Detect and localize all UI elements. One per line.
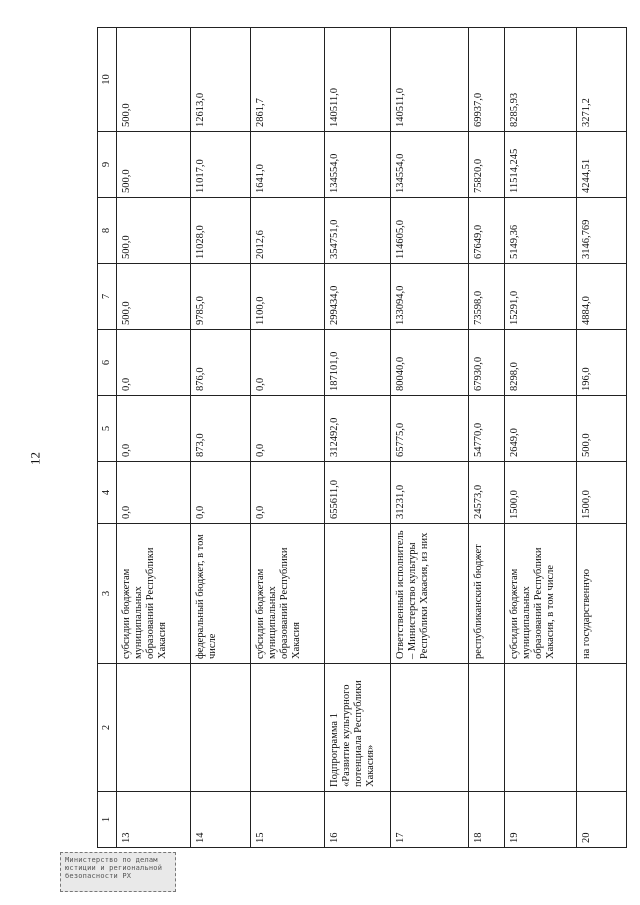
budget-table [97, 27, 627, 848]
table-cell: 14 [191, 792, 251, 848]
table-cell: 20 [577, 792, 627, 848]
table-cell: 354751,0 [325, 198, 391, 264]
table-cell: 1100,0 [251, 264, 325, 330]
table-cell: 31231,0 [391, 462, 469, 524]
column-header: 7 [98, 264, 117, 330]
table-cell: 0,0 [117, 396, 191, 462]
table-cell: 17 [391, 792, 469, 848]
table-row [577, 28, 627, 848]
column-header: 10 [98, 28, 117, 132]
registration-stamp: Министерство по делам юстиции и региональной безопасности РХ [60, 852, 176, 892]
table-cell: 114605,0 [391, 198, 469, 264]
table-cell: 67649,0 [469, 198, 505, 264]
table-cell: 140511,0 [391, 28, 469, 132]
table-row [469, 28, 505, 848]
table-cell: 312492,0 [325, 396, 391, 462]
table-row [325, 28, 391, 848]
table-body [117, 28, 627, 848]
table-cell [391, 664, 469, 792]
table-cell: 3271,2 [577, 28, 627, 132]
table-cell: 500,0 [117, 264, 191, 330]
budget-table-container [97, 28, 607, 848]
table-cell: 13 [117, 792, 191, 848]
table-cell: 140511,0 [325, 28, 391, 132]
table-cell: 873,0 [191, 396, 251, 462]
table-cell: 9785,0 [191, 264, 251, 330]
table-cell: 19 [505, 792, 577, 848]
table-cell: 196,0 [577, 330, 627, 396]
table-cell: 2012,6 [251, 198, 325, 264]
table-cell: 12613,0 [191, 28, 251, 132]
table-cell: 2861,7 [251, 28, 325, 132]
table-cell: 2649,0 [505, 396, 577, 462]
table-cell: 11028,0 [191, 198, 251, 264]
column-header: 2 [98, 664, 117, 792]
table-cell: на государственную [577, 524, 627, 664]
table-cell: субсидии бюджетам муниципальных образований Республики Хакасия [117, 524, 191, 664]
table-cell: 500,0 [577, 396, 627, 462]
table-cell: субсидии бюджетам муниципальных образований Республики Хакасия [251, 524, 325, 664]
table-row [391, 28, 469, 848]
table-cell [577, 664, 627, 792]
table-cell [325, 524, 391, 664]
table-cell: 75820,0 [469, 132, 505, 198]
table-cell: 134554,0 [391, 132, 469, 198]
page-number: 12 [27, 452, 43, 465]
header-row [98, 28, 117, 848]
table-cell: 67930,0 [469, 330, 505, 396]
column-header: 1 [98, 792, 117, 848]
table-cell: 11017,0 [191, 132, 251, 198]
table-cell: 80040,0 [391, 330, 469, 396]
column-header: 9 [98, 132, 117, 198]
column-header: 8 [98, 198, 117, 264]
table-cell: 299434,0 [325, 264, 391, 330]
column-header: 3 [98, 524, 117, 664]
table-cell: 1500,0 [505, 462, 577, 524]
table-cell: 500,0 [117, 28, 191, 132]
table-cell: 1641,0 [251, 132, 325, 198]
table-cell: 16 [325, 792, 391, 848]
table-cell: 73598,0 [469, 264, 505, 330]
table-cell: 4884,0 [577, 264, 627, 330]
table-cell [191, 664, 251, 792]
table-cell [505, 664, 577, 792]
table-cell: 3146,769 [577, 198, 627, 264]
table-cell: 0,0 [117, 330, 191, 396]
table-cell: 1500,0 [577, 462, 627, 524]
table-cell: 54770,0 [469, 396, 505, 462]
table-cell: субсидии бюджетам муниципальных образований Республики Хакасия, в том числе [505, 524, 577, 664]
table-cell: 876,0 [191, 330, 251, 396]
table-row [251, 28, 325, 848]
table-cell: республиканский бюджет [469, 524, 505, 664]
column-header: 6 [98, 330, 117, 396]
table-cell: 500,0 [117, 132, 191, 198]
table-cell [251, 664, 325, 792]
table-cell: федеральный бюджет, в том числе [191, 524, 251, 664]
table-cell: 65775,0 [391, 396, 469, 462]
table-row [505, 28, 577, 848]
table-cell: Подпрограмма 1 «Развитие культурного потенциала Республики Хакасия» [325, 664, 391, 792]
table-cell [469, 664, 505, 792]
table-cell: 15291,0 [505, 264, 577, 330]
table-row [191, 28, 251, 848]
column-header: 5 [98, 396, 117, 462]
table-cell: 11514,245 [505, 132, 577, 198]
table-cell: 18 [469, 792, 505, 848]
table-cell: 0,0 [191, 462, 251, 524]
table-cell: Ответственный исполнитель – Министерство культуры Республики Хакасия, из них [391, 524, 469, 664]
table-cell: 655611,0 [325, 462, 391, 524]
table-cell: 187101,0 [325, 330, 391, 396]
table-cell [117, 664, 191, 792]
table-row [117, 28, 191, 848]
table-cell: 8298,0 [505, 330, 577, 396]
table-cell: 500,0 [117, 198, 191, 264]
table-cell: 5149,36 [505, 198, 577, 264]
table-cell: 134554,0 [325, 132, 391, 198]
table-cell: 0,0 [251, 330, 325, 396]
table-cell: 0,0 [251, 462, 325, 524]
table-cell: 24573,0 [469, 462, 505, 524]
table-cell: 15 [251, 792, 325, 848]
table-cell: 0,0 [117, 462, 191, 524]
table-cell: 4244,51 [577, 132, 627, 198]
table-cell: 133094,0 [391, 264, 469, 330]
table-cell: 0,0 [251, 396, 325, 462]
column-header: 4 [98, 462, 117, 524]
table-cell: 69937,0 [469, 28, 505, 132]
table-cell: 8285,93 [505, 28, 577, 132]
